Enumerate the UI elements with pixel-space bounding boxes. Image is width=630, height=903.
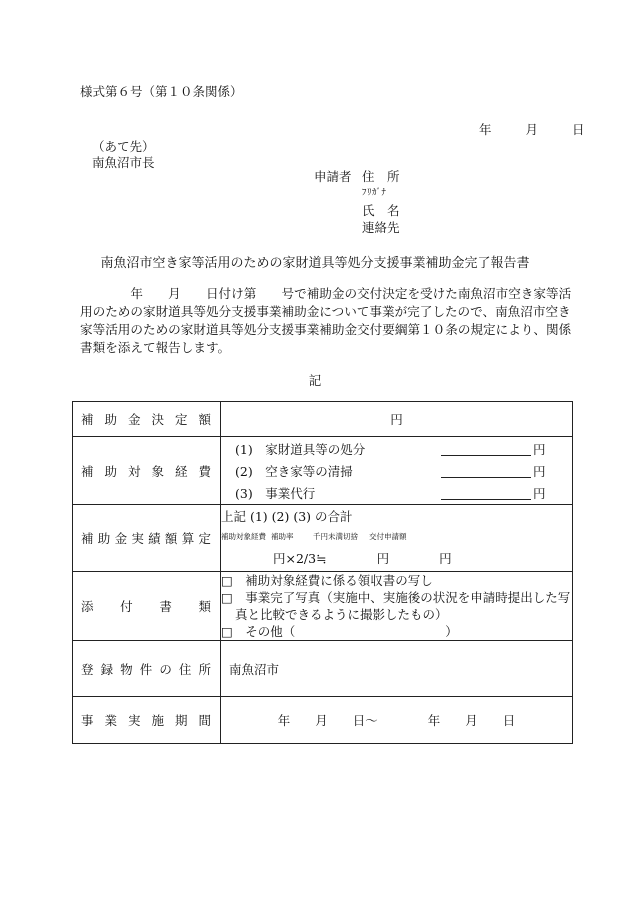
report-body: 年 月 日付け第 号で補助金の交付決定を受けた南魚沼市空き家等活用のための家財道具等処分支援事業補助金について事業が完了したので、南魚沼市空き家等活用のための家財道具等処分支援事業補助金交付要綱第１０条の規定により、関係書類を添えて報告します。 <box>80 286 572 355</box>
date-year: 年 <box>479 122 492 137</box>
costs-label: 補助対象経費 <box>73 437 221 505</box>
cost-item-name: (2) 空き家等の清掃 <box>235 463 353 479</box>
attach-checkbox-receipt[interactable]: □ 補助対象経費に係る領収書の写し <box>221 573 433 588</box>
report-title: 南魚沼市空き家等活用のための家財道具等処分支援事業補助金完了報告書 <box>100 256 530 271</box>
cost-item-row <box>221 482 572 504</box>
period-label: 事業実施期間 <box>73 697 221 744</box>
calc-header-amount: 交付申請額 <box>369 532 407 541</box>
date-month: 月 <box>525 122 538 137</box>
cost-item-row <box>221 460 572 482</box>
cost-item-row <box>221 438 572 460</box>
table-row <box>73 641 573 697</box>
applicant-label: 申請者 <box>314 169 352 184</box>
decision-unit: 円 <box>390 412 403 427</box>
contact-label: 連絡先 <box>362 220 400 235</box>
table-row <box>73 505 573 572</box>
calc-label: 補助金実績額算定 <box>73 505 221 572</box>
calc-line3: 円×2/3≒ 円 円 <box>273 551 452 566</box>
addressee-label: （あて先） <box>92 139 155 154</box>
attach-label: 添付書類 <box>73 572 221 641</box>
table-row <box>73 572 573 641</box>
report-table <box>72 401 573 744</box>
table-row <box>73 437 573 505</box>
table-row <box>73 697 573 744</box>
period-value[interactable]: 年 月 日～ 年 月 日 <box>221 697 573 744</box>
address-label: 住 所 <box>362 169 400 184</box>
cost-amount-field[interactable] <box>441 463 531 478</box>
cost-amount-field[interactable] <box>441 485 531 500</box>
report-date <box>479 120 584 138</box>
cost-item-name: (3) 事業代行 <box>235 485 316 501</box>
cost-unit: 円 <box>533 441 546 457</box>
cost-item-name: (1) 家財道具等の処分 <box>235 441 366 457</box>
decision-value[interactable] <box>221 402 573 437</box>
costs-cell <box>221 437 573 505</box>
form-number: 様式第６号（第１０条関係） <box>80 84 243 99</box>
calc-header-cost: 補助対象経費 <box>221 532 266 541</box>
calc-header-round: 千円未満切捨 <box>313 532 358 541</box>
calc-header-rate: 補助率 <box>271 532 294 541</box>
cost-unit: 円 <box>533 485 546 501</box>
attach-cell <box>221 572 573 641</box>
applicant-block <box>314 168 400 236</box>
cost-unit: 円 <box>533 463 546 479</box>
attach-photo-continued: 真と比較できるように撮影したもの） <box>235 607 448 622</box>
addressee: 南魚沼市長 <box>92 155 155 170</box>
ki-heading: 記 <box>308 373 322 388</box>
calc-line1: 上記 (1) (2) (3) の合計 <box>221 509 353 524</box>
property-label: 登録物件の住所 <box>73 641 221 697</box>
date-day: 日 <box>571 122 585 137</box>
cost-amount-field[interactable] <box>441 441 531 456</box>
property-value[interactable]: 南魚沼市 <box>221 641 573 697</box>
decision-label: 補助金決定額 <box>73 402 221 437</box>
table-row <box>73 402 573 437</box>
name-label: 氏 名 <box>362 203 400 218</box>
calc-cell <box>221 505 573 572</box>
furigana-label: ﾌﾘｶﾞﾅ <box>362 188 387 198</box>
calc-header <box>221 528 572 546</box>
attach-checkbox-other[interactable]: □ その他（ ） <box>221 624 458 639</box>
attach-checkbox-photo[interactable]: □ 事業完了写真（実施中、実施後の状況を申請時提出した写 <box>221 590 571 605</box>
